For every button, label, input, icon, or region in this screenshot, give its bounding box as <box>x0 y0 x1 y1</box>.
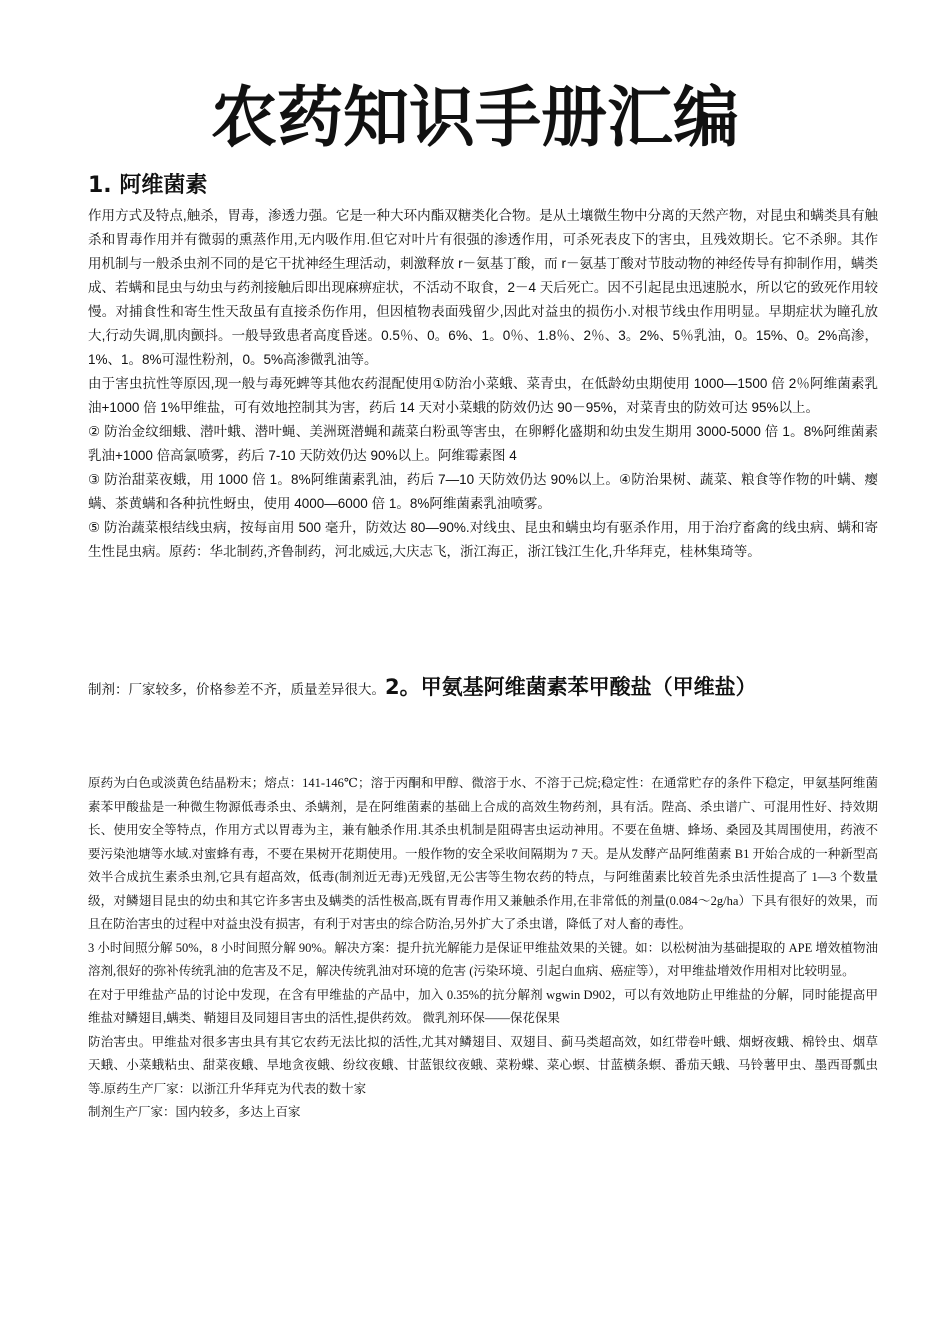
paragraph: 由于害虫抗性等原因,现一般与毒死蜱等其他农药混配使用①防治小菜蛾、菜青虫，在低龄幼虫期使用 1000—1500 倍 2％阿维菌素乳油+1000 倍 1%甲维盐，可有效地控制其为害，药后 14 天对小菜蛾的防效仍达 90－95%，对菜青虫的防效可达 95%以上。 <box>88 376 878 415</box>
paragraph: ② 防治金纹细蛾、潜叶蛾、潜叶蝇、美洲斑潜蝇和蔬菜白粉虱等害虫，在卵孵化盛期和幼虫发生期用 3000-5000 倍 1。8%阿维菌素乳油+1000 倍高氯喷雾，药后 7-10 天防效仍达 90%以上。阿维霉素图 4 <box>88 424 878 463</box>
section-abamectin-body <box>88 204 878 564</box>
paragraph: 作用方式及特点,触杀，胃毒，渗透力强。它是一种大环内酯双糖类化合物。是从土壤微生物中分离的天然产物，对昆虫和螨类具有触杀和胃毒作用并有微弱的熏蒸作用,无内吸作用.但它对叶片有很强的渗透作用，可杀死表皮下的害虫，且残效期长。它不杀卵。其作用机制与一般杀虫剂不同的是它干扰神经生理活动，刺激释放 r－氨基丁酸，而 r－氨基丁酸对节肢动物的神经传导有抑制作用，螨类成、若螨和昆虫与幼虫与药剂接触后即出现麻痹症状，不活动不取食，2－4 天后死亡。因不引起昆虫迅速脱水，所以它的致死作用较慢。对捕食性和寄生性天敌虽有直接杀伤作用，但因植物表面残留少,因此对益虫的损伤小.对根节线虫作用明显。早期症状为瞳孔放大,行动失调,肌肉颤抖。一般导致患者高度昏迷。0.5％、0。6%、1。0％、1.8％、2％、3。2%、5％乳油，0。15%、0。2%高渗，1%、1。8%可湿性粉剂，0。5%高渗微乳油等。 <box>88 208 878 367</box>
section-heading-emamectin: 2。甲氨基阿维菌素苯甲酸盐（甲维盐） <box>385 675 757 699</box>
paragraph: 防治害虫。甲维盐对很多害虫具有其它农药无法比拟的活性,尤其对鳞翅目、双翅目、蓟马类超高效，如红带卷叶蛾、烟蚜夜蛾、棉铃虫、烟草天蛾、小菜蛾粘虫、甜菜夜蛾、旱地贪夜蛾、纷纹夜蛾、甘蓝银纹夜蛾、菜粉蝶、菜心螟、甘蓝横条螟、番茄天蛾、马铃薯甲虫、墨西哥瓢虫等.原药生产厂家：以浙江升华拜克为代表的数十家 <box>88 1034 878 1096</box>
paragraph: ③ 防治甜菜夜蛾，用 1000 倍 1。8%阿维菌素乳油，药后 7—10 天防效仍达 90%以上。④防治果树、蔬菜、粮食等作物的叶螨、瘿螨、茶黄螨和各种抗性蚜虫，使用 4000—6000 倍 1。8%阿维菌素乳油喷雾。 <box>88 472 878 511</box>
paragraph: 制剂生产厂家：国内较多，多达上百家 <box>88 1105 301 1119</box>
formulation-note-and-heading <box>88 665 878 712</box>
section-emamectin-body <box>88 772 878 1125</box>
paragraph: ⑤ 防治蔬菜根结线虫病，按每亩用 500 毫升，防效达 80—90%.对线虫、昆虫和螨虫均有驱杀作用，用于治疗畜禽的线虫病、螨和寄生性昆虫病。原药：华北制药,齐鲁制药，河北威远,大庆志飞，浙江海正，浙江钱江生化,升华拜克，桂林集琦等。 <box>88 520 878 559</box>
formulation-note: 制剂：厂家较多，价格参差不齐，质量差异很大。 <box>88 682 385 697</box>
paragraph: 3 小时间照分解 50%，8 小时间照分解 90%。解决方案：提升抗光解能力是保证甲维盐效果的关键。如：以松树油为基础提取的 APE 增效植物油溶剂,很好的弥补传统乳油的危害及不足，解决传统乳油对环境的危害 (污染环境、引起白血病、癌症等），对甲维盐增效作用相对比较明显。 <box>88 940 878 978</box>
document-title: 农药知识手册汇编 <box>211 79 739 156</box>
paragraph: 在对于甲维盐产品的讨论中发现，在含有甲维盐的产品中，加入 0.35%的抗分解剂 wgwin D902，可以有效地防止甲维盐的分解，同时能提高甲维盐对鳞翅目,螨类、鞘翅目及同翅目害虫的活性,提供药效。 微乳剂环保——保花保果 <box>88 987 878 1025</box>
paragraph: 原药为白色或淡黄色结晶粉末；熔点：141-146℃；溶于丙酮和甲醇、微溶于水、不溶于己烷;稳定性：在通常贮存的条件下稳定，甲氨基阿维菌素苯甲酸盐是一种微生物源低毒杀虫、杀螨剂，是在阿维菌素的基础上合成的高效生物药剂，具有活。陛高、杀虫谱广、可混用性好、持效期长、使用安全等特点，作用方式以胃毒为主，兼有触杀作用.其杀虫机制是阻碍害虫运动神用。不要在鱼塘、蜂场、桑园及其周围使用，药液不要污染池塘等水域.对蜜蜂有毒，不要在果树开花期使用。一般作物的安全采收间隔期为 7 天。是从发酵产品阿维菌素 B1 开始合成的一种新型高效半合成抗生素杀虫剂,它具有超高效，低毒(制剂近无毒)无残留,无公害等生物农药的特点，与阿维菌素比较首先杀虫活性提高了 1—3 个数量级，对鳞翅目昆虫的幼虫和其它许多害虫及螨类的活性极高,既有胃毒作用又兼触杀作用,在非常低的剂量(0.084～2g/ha）下具有很好的效果，而且在防治害虫的过程中对益虫没有损害，有利于对害虫的综合防治,另外扩大了杀虫谱，降低了对人畜的毒性。 <box>88 776 878 931</box>
section-heading-abamectin: 1. 阿维菌素 <box>88 173 208 198</box>
